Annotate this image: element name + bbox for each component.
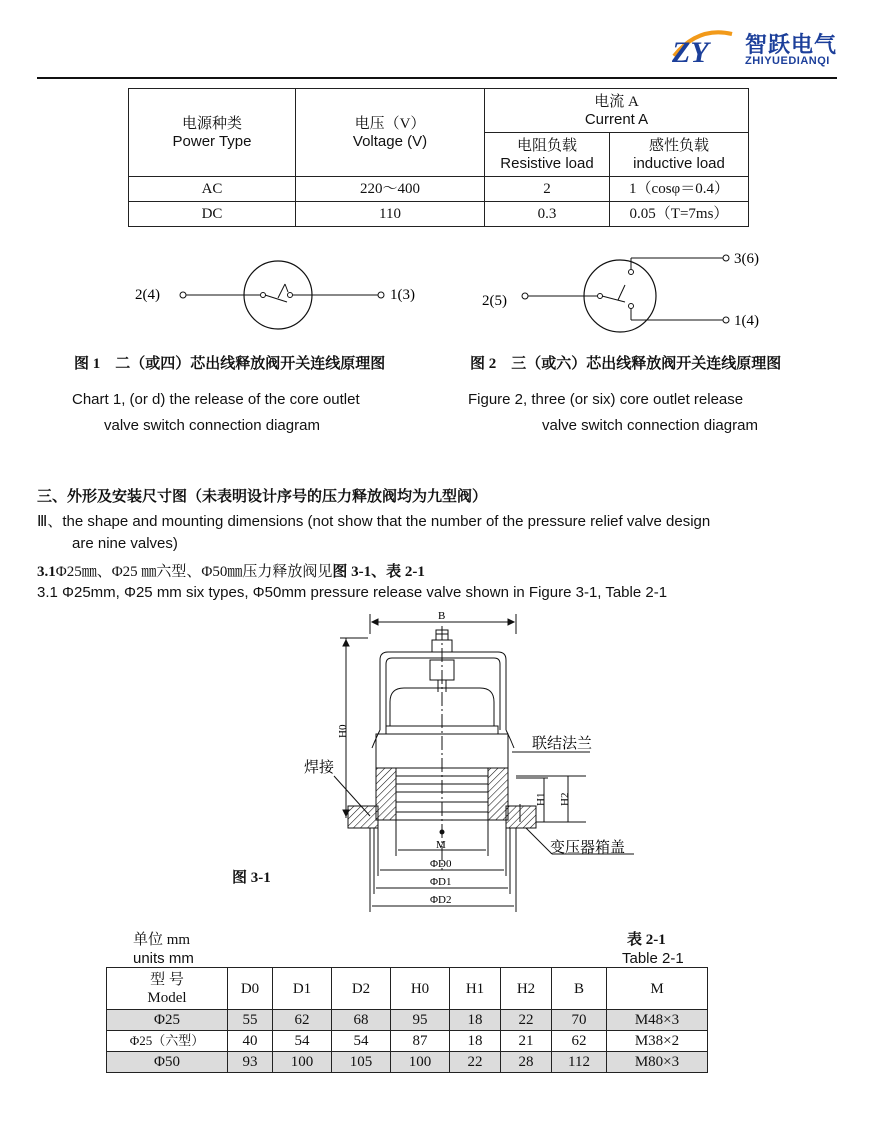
cell-value: 93 <box>228 1052 273 1073</box>
voltage-en: Voltage (V) <box>352 132 428 150</box>
dim-d2-label: ΦD2 <box>430 894 452 906</box>
current-cn: 电流 A <box>594 93 639 110</box>
figure3-1-drawing <box>290 608 650 916</box>
header-divider <box>37 77 837 79</box>
table2-title-en: Table 2-1 <box>622 950 684 967</box>
voltage-header <box>296 89 485 177</box>
resistive-header <box>485 133 610 177</box>
table-header-row <box>107 968 708 1010</box>
label-tank-cover: 变压器箱盖 <box>550 840 626 856</box>
fig2-left-terminal: 2(5) <box>482 293 507 309</box>
label-flange: 联结法兰 <box>532 736 593 752</box>
fig1-caption-en-2: valve switch connection diagram <box>104 417 320 434</box>
resistive-en: Resistive load <box>500 154 594 172</box>
cell-model: Φ25（六型） <box>107 1031 228 1052</box>
col-header: D2 <box>332 968 391 1010</box>
inductive-cn: 感性负载 <box>648 137 709 154</box>
table-row <box>107 1052 708 1073</box>
table2-title-cn: 表 2-1 <box>627 932 666 948</box>
cell-value: 105 <box>332 1052 391 1073</box>
col-header: H2 <box>501 968 552 1010</box>
dim-h1-label: H1 <box>535 792 547 806</box>
cell-model: Φ50 <box>107 1052 228 1073</box>
cell-value: M80×3 <box>607 1052 708 1073</box>
fig1-caption-en-1: Chart 1, (or d) the release of the core outlet <box>72 391 360 408</box>
col-header: B <box>552 968 607 1010</box>
cell-value: 100 <box>273 1052 332 1073</box>
cell-type: AC <box>129 177 296 202</box>
section3-1-en: 3.1 Φ25mm, Φ25 mm six types, Φ50mm pressure release valve shown in Figure 3-1, Table 2-1 <box>37 584 668 601</box>
dim-d0-label: ΦD0 <box>430 858 452 870</box>
fig1-caption-cn: 图 1 二（或四）芯出线释放阀开关连线原理图 <box>74 356 386 372</box>
current-header <box>485 89 749 133</box>
model-en: Model <box>147 989 187 1006</box>
table-row <box>129 202 749 227</box>
cell-value: 21 <box>501 1031 552 1052</box>
section3-1-cn <box>37 560 425 581</box>
cell-inductive: 1（cosφ＝0.4） <box>610 177 749 202</box>
cell-value: 22 <box>501 1010 552 1031</box>
cell-type: DC <box>129 202 296 227</box>
cell-resistive: 2 <box>485 177 610 202</box>
figure2-diagram <box>475 240 795 340</box>
dim-h0-label: H0 <box>337 724 349 738</box>
col-header: D1 <box>273 968 332 1010</box>
cell-value: 28 <box>501 1052 552 1073</box>
power-type-header <box>129 89 296 177</box>
cell-value: 18 <box>450 1031 501 1052</box>
inductive-header <box>610 133 749 177</box>
section3-1-ref: 图 3-1、表 2-1 <box>332 564 425 580</box>
cell-value: 18 <box>450 1010 501 1031</box>
cell-value: M38×2 <box>607 1031 708 1052</box>
cell-value: 95 <box>391 1010 450 1031</box>
table-row <box>107 1031 708 1052</box>
section3-heading-en-1: Ⅲ、the shape and mounting dimensions (not show that the number of the pressure relief valve design <box>37 513 711 530</box>
figure1-diagram <box>120 248 440 348</box>
cell-value: 100 <box>391 1052 450 1073</box>
cell-voltage: 220～400 <box>296 177 485 202</box>
table-row <box>129 177 749 202</box>
fig2-caption-en-2: valve switch connection diagram <box>542 417 758 434</box>
col-header: M <box>607 968 708 1010</box>
cell-voltage: 110 <box>296 202 485 227</box>
brand-name-cn: 智跃电气 <box>745 33 838 58</box>
cell-model: Φ25 <box>107 1010 228 1031</box>
current-rating-table <box>128 88 749 227</box>
figure3-1-caption: 图 3-1 <box>232 870 271 886</box>
table-row <box>107 1010 708 1031</box>
model-header <box>107 968 228 1010</box>
cell-value: 112 <box>552 1052 607 1073</box>
col-header: H0 <box>391 968 450 1010</box>
cell-value: 22 <box>450 1052 501 1073</box>
cell-value: 55 <box>228 1010 273 1031</box>
dim-d1-label: ΦD1 <box>430 876 452 888</box>
cell-value: 70 <box>552 1010 607 1031</box>
cell-value: M48×3 <box>607 1010 708 1031</box>
fig2-top-terminal: 3(6) <box>734 251 759 267</box>
fig2-caption-en-1: Figure 2, three (or six) core outlet release <box>468 391 744 408</box>
dim-h2-label: H2 <box>559 792 571 806</box>
brand-name-en: ZHIYUEDIANQI <box>745 55 830 67</box>
col-header: D0 <box>228 968 273 1010</box>
voltage-cn: 电压（V） <box>354 115 426 132</box>
cell-value: 62 <box>552 1031 607 1052</box>
inductive-en: inductive load <box>633 154 725 172</box>
dim-b-label: B <box>438 610 446 622</box>
col-header: H1 <box>450 968 501 1010</box>
label-weld: 焊接 <box>304 760 335 776</box>
logo-icon <box>668 22 740 73</box>
dimension-table <box>106 967 708 1073</box>
model-cn: 型 号 <box>150 971 184 988</box>
fig2-caption-cn: 图 2 三（或六）芯出线释放阀开关连线原理图 <box>470 356 782 372</box>
cell-value: 54 <box>332 1031 391 1052</box>
cell-inductive: 0.05（T=7ms） <box>610 202 749 227</box>
current-en: Current A <box>584 110 649 128</box>
fig1-left-terminal: 2(4) <box>135 287 160 303</box>
cell-resistive: 0.3 <box>485 202 610 227</box>
cell-value: 68 <box>332 1010 391 1031</box>
section3-1-text: Φ25㎜、Φ25 ㎜六型、Φ50㎜压力释放阀见 <box>55 564 333 580</box>
cell-value: 62 <box>273 1010 332 1031</box>
section3-heading-en-2: are nine valves) <box>72 535 178 552</box>
logo-letters: ZY <box>672 36 709 68</box>
units-label-en: units mm <box>133 950 194 967</box>
section3-1-number: 3.1 <box>37 564 56 580</box>
fig2-bottom-terminal: 1(4) <box>734 313 759 329</box>
cell-value: 40 <box>228 1031 273 1052</box>
cell-value: 87 <box>391 1031 450 1052</box>
cell-value: 54 <box>273 1031 332 1052</box>
section3-heading-cn: 三、外形及安装尺寸图（未表明设计序号的压力释放阀均为九型阀） <box>37 489 488 505</box>
units-label-cn: 单位 mm <box>133 932 191 948</box>
power-type-en: Power Type <box>172 132 252 150</box>
power-type-cn: 电源种类 <box>181 115 242 132</box>
dim-m-label: M <box>436 839 446 851</box>
fig1-right-terminal: 1(3) <box>390 287 415 303</box>
resistive-cn: 电阻负载 <box>516 137 577 154</box>
